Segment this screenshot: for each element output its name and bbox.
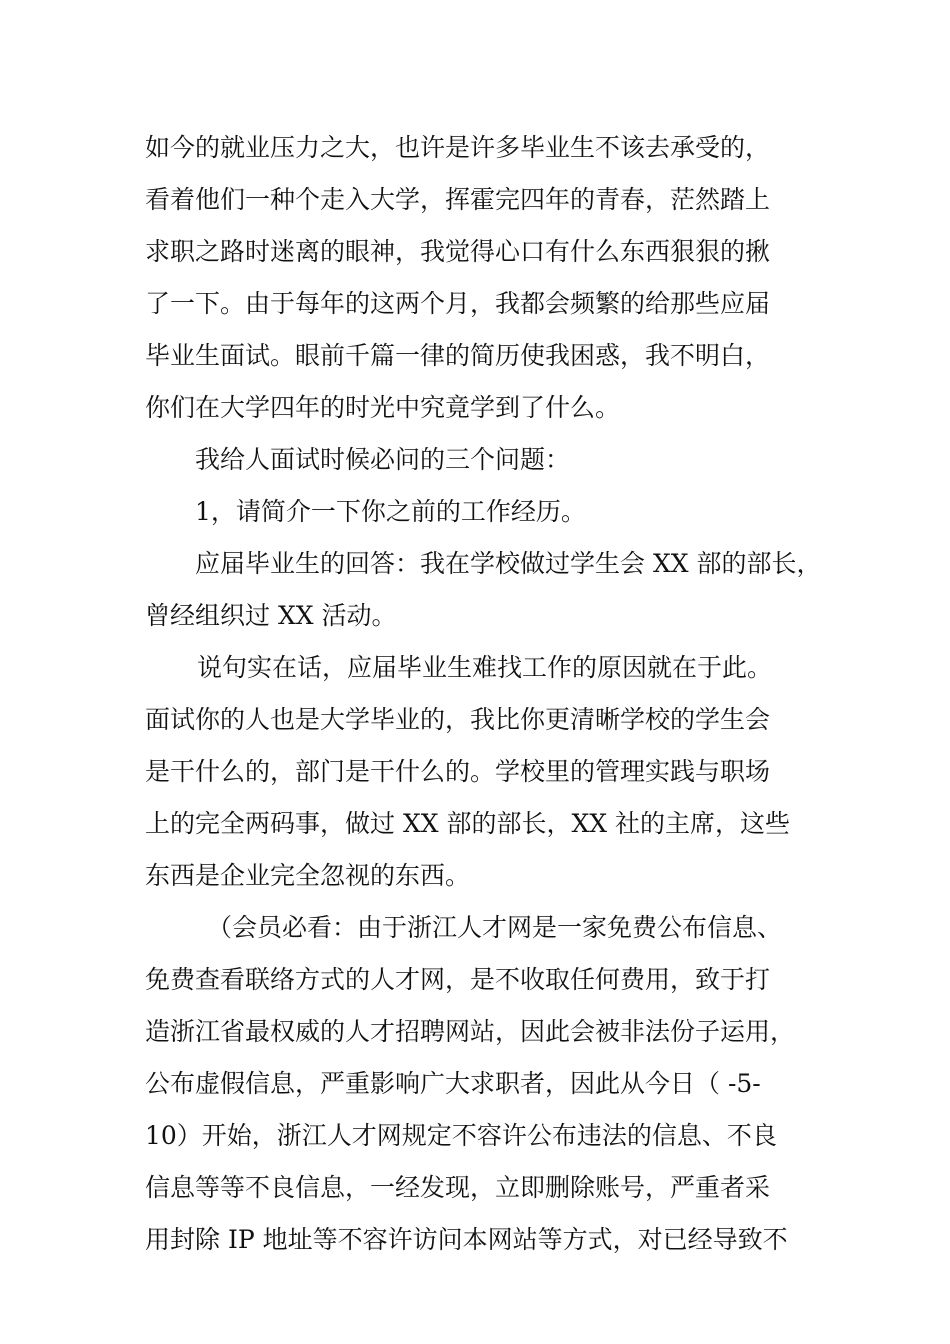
text-line: 说句实在话，应届毕业生难找工作的原因就在于此。 bbox=[197, 653, 773, 682]
text-line: 造浙江省最权威的人才招聘网站，因此会被非法份子运用， bbox=[145, 1017, 796, 1046]
text-line: （会员必看：由于浙江人才网是一家免费公布信息、 bbox=[207, 913, 783, 942]
text-line: 看着他们一种个走入大学，挥霍完四年的青春，茫然踏上 bbox=[145, 185, 771, 214]
text-line: 信息等等不良信息，一经发现，立即删除账号，严重者采 bbox=[145, 1173, 771, 1202]
text-line: 如今的就业压力之大，也许是许多毕业生不该去承受的， bbox=[145, 133, 771, 162]
text-line: 曾经组织过 XX 活动。 bbox=[145, 601, 397, 630]
text-line: 是干什么的，部门是干什么的。学校里的管理实践与职场 bbox=[145, 757, 771, 786]
text-line: 我给人面试时候必问的三个问题： bbox=[195, 445, 571, 474]
text-line: 面试你的人也是大学毕业的，我比你更清晰学校的学生会 bbox=[145, 705, 771, 734]
text-line: 用封除 IP 地址等不容许访问本网站等方式，对已经导致不 bbox=[145, 1225, 788, 1254]
text-line: 毕业生面试。眼前千篇一律的简历使我困惑，我不明白， bbox=[145, 341, 771, 370]
text-line: 你们在大学四年的时光中究竟学到了什么。 bbox=[145, 393, 621, 422]
text-line: 了一下。由于每年的这两个月，我都会频繁的给那些应届 bbox=[145, 289, 771, 318]
document-body bbox=[145, 122, 822, 1266]
text-line: 求职之路时迷离的眼神，我觉得心口有什么东西狠狠的揪 bbox=[145, 237, 771, 266]
text-line: 免费查看联络方式的人才网，是不收取任何费用，致于打 bbox=[145, 965, 771, 994]
text-line: 10）开始，浙江人才网规定不容许公布违法的信息、不良 bbox=[145, 1121, 777, 1150]
text-line: 1，请简介一下你之前的工作经历。 bbox=[195, 497, 586, 526]
text-line: 公布虚假信息，严重影响广大求职者，因此从今日（ -5- bbox=[145, 1069, 761, 1098]
text-line: 东西是企业完全忽视的东西。 bbox=[145, 861, 471, 890]
text-line: 上的完全两码事，做过 XX 部的部长，XX 社的主席，这些 bbox=[145, 809, 791, 838]
text-line: 应届毕业生的回答：我在学校做过学生会 XX 部的部长， bbox=[195, 549, 822, 578]
